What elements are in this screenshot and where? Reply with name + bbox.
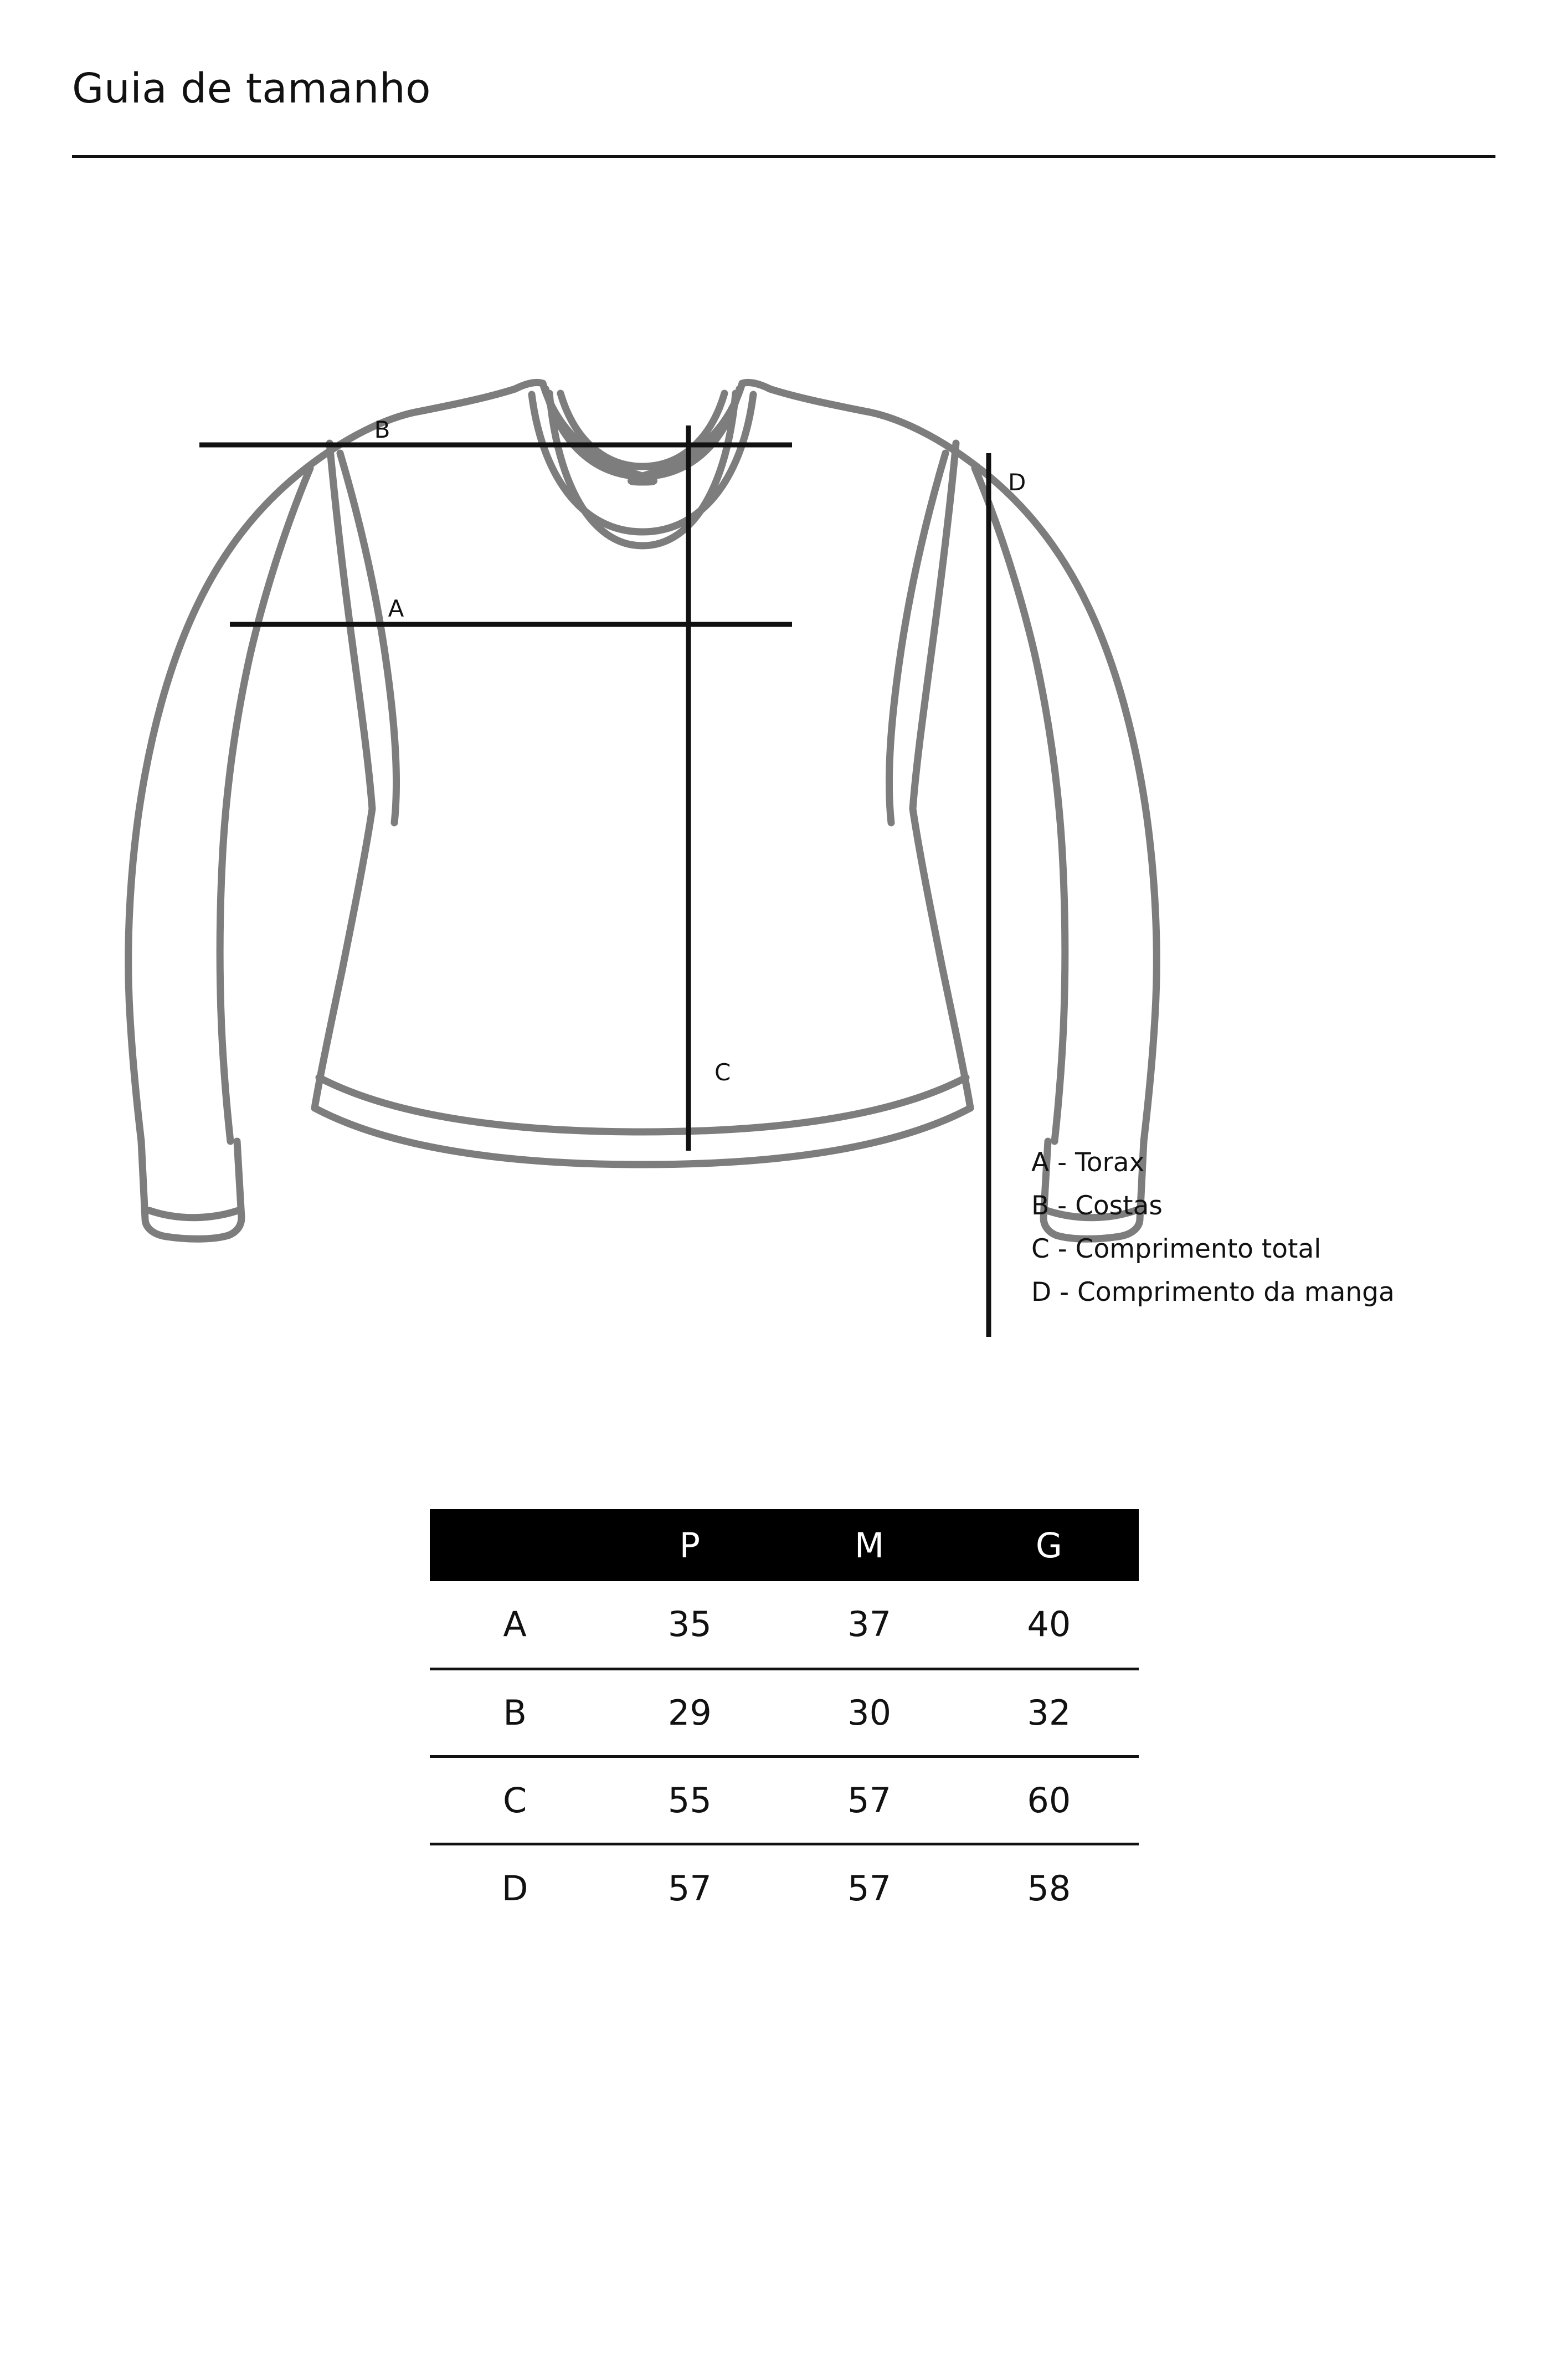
cell-b-p: 29	[600, 1669, 779, 1756]
cell-a-p: 35	[600, 1581, 779, 1669]
title-divider	[72, 155, 1495, 158]
measurement-legend	[1031, 1141, 1552, 1314]
cell-d-m: 57	[847, 1868, 892, 1909]
table-header-row	[430, 1509, 1139, 1581]
header-cell-blank	[430, 1509, 600, 1581]
table-row	[430, 1581, 1139, 1669]
cell-c-g: 60	[959, 1756, 1139, 1844]
row-label-c: C	[430, 1756, 600, 1844]
cell-a-m: 37	[779, 1581, 959, 1669]
label-c: C	[714, 1059, 731, 1086]
header-cell-p: P	[679, 1525, 701, 1566]
table-row	[430, 1844, 1139, 1931]
page-header	[72, 66, 1495, 111]
cell-d-g: 58	[1027, 1868, 1071, 1909]
cell-a-g: 40	[959, 1581, 1139, 1669]
table-row	[430, 1669, 1139, 1756]
measurement-lines	[199, 425, 989, 1337]
page-title: Guia de tamanho	[72, 65, 431, 112]
cell-c-p: 55	[600, 1756, 779, 1844]
label-b: B	[374, 416, 390, 443]
legend-item-d: D - Comprimento da manga	[1031, 1277, 1395, 1307]
legend-item-a: A - Torax	[1031, 1147, 1145, 1178]
legend-item-b: B - Costas	[1031, 1191, 1163, 1221]
cell-b-g: 32	[959, 1669, 1139, 1756]
row-label-a: A	[430, 1581, 600, 1669]
table-row	[430, 1756, 1139, 1844]
row-label-d: D	[501, 1868, 528, 1909]
cell-c-m: 57	[779, 1756, 959, 1844]
label-d: D	[1008, 469, 1026, 496]
cell-d-p: 57	[667, 1868, 712, 1909]
label-a: A	[388, 595, 404, 622]
cell-b-m: 30	[779, 1669, 959, 1756]
size-table	[430, 1509, 1139, 1931]
row-label-b: B	[430, 1669, 600, 1756]
garment-outline-icon	[128, 382, 1157, 1239]
legend-item-c: C - Comprimento total	[1031, 1234, 1322, 1264]
header-cell-m: M	[854, 1525, 885, 1566]
header-cell-g: G	[1035, 1525, 1062, 1566]
